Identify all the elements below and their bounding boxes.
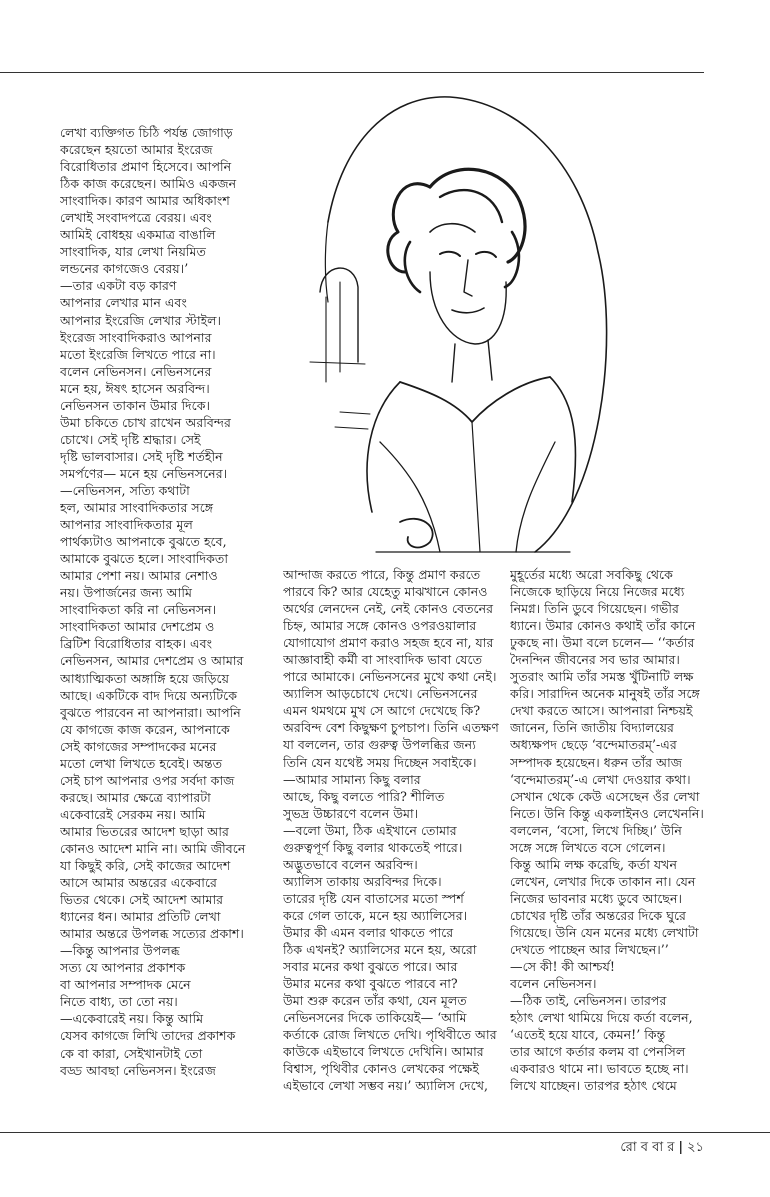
text-line: করেছেন হয়তো আমার ইংরেজ — [60, 142, 213, 158]
text-line: নেভিনসন, আমার দেশপ্রেম ও আমার — [60, 653, 244, 669]
text-line: গুরুত্বপূর্ণ কিছু বলার থাকতেই পারে। — [283, 839, 463, 855]
text-line: লেখা ব্যক্তিগত চিঠি পর্যন্ত জোগাড় — [60, 125, 233, 140]
text-line: যে কাগজে কাজ করেন, আপনাকে — [60, 721, 230, 737]
text-line: কিন্তু আমি লক্ষ করেছি, কর্তা যখন — [510, 856, 677, 872]
text-line: অ্যালিস তাকায় অরবিন্দর দিকে। — [283, 873, 442, 889]
text-line: দেখা করতে আসে। আপনারা নিশ্চয়ই — [510, 703, 693, 719]
text-line: সত্য যে আপনার প্রকাশক — [60, 960, 186, 976]
text-line: আধ্যাত্মিকতা অঙ্গাঙ্গি হয়ে জড়িয়ে — [60, 670, 230, 686]
text-line: তিনি যেন যথেষ্ট সময় দিচ্ছেন সবাইকে। — [283, 754, 477, 770]
text-line: পার্থক্যটাও আপনাকে বুঝতে হবে, — [60, 534, 227, 550]
text-line: দৃষ্টি ভালবাসার। সেই দৃষ্টি শর্তহীন — [60, 448, 223, 464]
text-line: এমন থমথমে মুখ সে আগে দেখেছে কি? — [283, 703, 481, 719]
text-line: ‘বন্দেমাতরম্’-এ লেখা দেওয়ার কথা। — [510, 771, 691, 787]
text-line: ইংরেজ সাংবাদিকরাও আপনার — [60, 329, 212, 345]
text-line: লিখে যাচ্ছেন। তারপর হঠাৎ থেমে — [510, 1078, 677, 1094]
text-line: বড্ড আবছা নেভিনসন। ইংরেজ — [60, 1062, 216, 1078]
text-line: ঠিক কাজ করেছেন। আমিও একজন — [60, 176, 237, 192]
text-line: লন্ডনের কাগজেও বেরয়।’ — [60, 261, 189, 277]
text-line: আন্দাজ করতে পারে, কিন্তু প্রমাণ করতে — [283, 567, 481, 582]
text-line: নিমগ্ন। তিনি ডুবে গিয়েছেন। গভীর — [510, 601, 679, 617]
text-line: অরবিন্দ বেশ কিছুক্ষণ চুপচাপ। তিনি এতক্ষণ — [283, 720, 499, 736]
text-line: অর্থের লেনদেন নেই, নেই কোনও বেতনের — [283, 601, 494, 617]
text-line: কর্তাকে রোজ লিখতে দেখি। পৃথিবীতে আর — [283, 1027, 497, 1043]
text-line: বিরোধিতার প্রমাণ হিসেবে। আপনি — [60, 159, 232, 175]
text-line: —সে কী! কী আশ্চর্য! — [510, 959, 615, 975]
text-line: আছে, কিছু বলতে পারি? শীলিত — [283, 788, 445, 804]
footer-separator: | — [678, 1140, 684, 1155]
text-line: যা বললেন, তার গুরুত্ব উপলব্ধির জন্য — [283, 737, 476, 753]
text-line: আমাকে বুঝতে হলে। সাংবাদিকতা — [60, 551, 229, 567]
text-line: আমিই বোধহয় একমাত্র বাঙালি — [60, 227, 216, 243]
text-line: একবারও থামে না। ভাবতে হচ্ছে না। — [510, 1061, 689, 1077]
text-line: ভিতর থেকে। সেই আদেশ আমার — [60, 892, 224, 908]
text-line: অদ্ভুতভাবে বলেন অরবিন্দ। — [283, 856, 418, 872]
text-line: বলেন নেভিনসন। — [510, 976, 597, 992]
text-line: নিজেকে ছাড়িয়ে নিয়ে নিজের মধ্যে — [510, 584, 685, 600]
text-line: লেখাই সংবাদপত্রে বেরয়। এবং — [60, 210, 212, 226]
text-line: আছে। একটিকে বাদ দিয়ে অন্যটিকে — [60, 687, 238, 703]
text-line: সঙ্গে সঙ্গে লিখতে বসে গেলেন। — [510, 839, 666, 855]
text-line: সাংবাদিকতা আমার দেশপ্রেম ও — [60, 619, 215, 635]
text-line: ধ্যানের ধন। আমার প্রতিটি লেখা — [60, 909, 221, 925]
text-line: বলেন নেভিনসন। নেভিনসনের — [60, 363, 212, 379]
page-number: ২১ — [687, 1140, 704, 1155]
text-line: নেভিনসন তাকান উমার দিকে। — [60, 397, 211, 413]
text-line: তার আগে কর্তার কলম বা পেনসিল — [510, 1044, 686, 1060]
text-line: বুঝতে পারবেন না আপনারা। আপনি — [60, 704, 241, 720]
text-line: যেসব কাগজে লিখি তাদের প্রকাশক — [60, 1028, 236, 1044]
text-line: সাংবাদিক, যার লেখা নিয়মিত — [60, 244, 206, 260]
text-line: বললেন, ‘বসো, লিখে দিচ্ছি।’ উনি — [510, 822, 682, 838]
text-line: আমার ভিতরের আদেশ ছাড়া আর — [60, 823, 229, 839]
text-line: অধ্যক্ষপদ ছেড়ে ‘বন্দেমাতরম্’-এর — [510, 737, 677, 753]
text-line: যা কিছুই করি, সেই কাজের আদেশ — [60, 858, 231, 874]
text-line: —একেবারেই নয়। কিন্তু আমি — [60, 1011, 204, 1027]
text-line: সুভদ্র উচ্চারণে বলেন উমা। — [283, 805, 419, 821]
top-rule — [0, 72, 704, 73]
text-line: এইভাবে লেখা সম্ভব নয়।’ অ্যালিস দেখে, — [283, 1078, 488, 1094]
text-line: লেখেন, লেখার দিকে তাকান না। যেন — [510, 873, 696, 889]
text-line: দেখতে পাচ্ছেন আর লিখছেন।’’ — [510, 942, 669, 958]
text-line: উমার মনের কথা বুঝতে পারবে না? — [283, 976, 458, 992]
text-line: ঠিক এখনই? অ্যালিসের মনে হয়, অরো — [283, 942, 477, 958]
text-line: হঠাৎ লেখা থামিয়ে দিয়ে কর্তা বলেন, — [510, 1010, 693, 1026]
text-line: ‘এতেই হয়ে যাবে, কেমন!’ কিন্তু — [510, 1027, 666, 1043]
text-line: নয়। উপার্জনের জন্য আমি — [60, 585, 192, 601]
text-line: গিয়েছে। উনি যেন মনের মধ্যে লেখাটা — [510, 924, 699, 940]
text-column-2 — [283, 566, 503, 1094]
text-line: উমা চকিতে চোখ রাখেন অরবিন্দর — [60, 414, 231, 430]
text-line: ব্রিটিশ বিরোধিতার বাহক। এবং — [60, 636, 213, 652]
text-line: নিজের ভাবনার মধ্যে ডুবে আছেন। — [510, 890, 683, 906]
text-line: দৈনন্দিন জীবনের সব ভার আমার। — [510, 652, 680, 668]
text-line: নিতে বাধ্য, তা তো নয়। — [60, 994, 178, 1010]
text-line: চোখের দৃষ্টি তাঁর অন্তরের দিকে ঘুরে — [510, 907, 686, 923]
text-line: উমার কী এমন বলার থাকতে পারে — [283, 924, 454, 940]
text-line: চোখে। সেই দৃষ্টি শ্রদ্ধার। সেই — [60, 431, 201, 447]
text-line: জানেন, তিনি জাতীয় বিদ্যালয়ের — [510, 720, 674, 736]
text-line: একেবারেই সেরকম নয়। আমি — [60, 806, 206, 822]
text-line: তারের দৃষ্টি যেন বাতাসের মতো স্পর্শ — [283, 890, 464, 906]
text-line: সেই কাগজের সম্পাদকের মনের — [60, 738, 217, 754]
text-line: নিতে। উনি কিন্তু একলাইনও লেখেননি। — [510, 805, 704, 821]
text-line: সবার মনের কথা বুঝতে পারে। আর — [283, 959, 458, 975]
text-line: যোগাযোগ প্রমাণ করাও সহজ হবে না, যার — [283, 635, 494, 651]
text-line: করছে। আমার ক্ষেত্রে ব্যাপারটা — [60, 789, 211, 805]
text-column-3 — [510, 566, 722, 1094]
bottom-rule — [0, 1132, 770, 1133]
text-line: আমার অন্তরে উপলব্ধ সত্যের প্রকাশ। — [60, 926, 244, 942]
text-line: আপনার সাংবাদিকতার মূল — [60, 517, 193, 533]
text-line: মুহূর্তের মধ্যে অরো সবকিছু থেকে — [510, 567, 673, 582]
text-line: —আমার সামান্য কিছু বলার — [283, 771, 421, 787]
text-line: আজ্ঞাবাহী কর্মী বা সাংবাদিক ভাবা যেতে — [283, 652, 483, 668]
text-line: সুতরাং আমি তাঁর সমস্ত খুঁটিনাটি লক্ষ — [510, 669, 694, 685]
text-line: অ্যালিস আড়চোখে দেখে। নেভিনসনের — [283, 686, 478, 702]
text-line: বিশ্বাস, পৃথিবীর কোনও লেখকের পক্ষেই — [283, 1061, 479, 1077]
text-line: পারে আমাকে। নেভিনসনের মুখে কথা নেই। — [283, 669, 497, 685]
text-line: সম্পাদক হয়েছেন। ধরুন তাঁর আজ — [510, 754, 683, 770]
text-line: সেই চাপ আপনার ওপর সর্বদা কাজ — [60, 772, 235, 788]
text-line: —কিন্তু আপনার উপলব্ধ — [60, 943, 180, 959]
text-line: আমার পেশা নয়। আমার নেশাও — [60, 568, 218, 584]
text-line: কাউকে এইভাবে লিখতে দেখিনি। আমার — [283, 1044, 484, 1060]
text-line: সাংবাদিক। কারণ আমার অধিকাংশ — [60, 193, 230, 209]
text-line: —তার একটা বড় কারণ — [60, 278, 177, 294]
text-line: ঢুকছে না। উমা বলে চলেন— ‘‘কর্তার — [510, 635, 695, 651]
text-line: আপনার লেখার মান এবং — [60, 295, 187, 311]
text-line: —বলো উমা, ঠিক এইখানে তোমার — [283, 822, 457, 838]
text-line: সাংবাদিকতা করি না নেভিনসন। — [60, 602, 217, 618]
text-line: কে বা কারা, সেইখানটাই তো — [60, 1045, 203, 1061]
text-line: করে গেল তাকে, মনে হয় অ্যালিসের। — [283, 907, 468, 923]
text-line: সমর্পণের— মনে হয় নেভিনসনের। — [60, 465, 228, 481]
text-line: মতো লেখা লিখতে হবেই। অন্তত — [60, 755, 223, 771]
text-line: করি। সারাদিন অনেক মানুষই তাঁর সঙ্গে — [510, 686, 700, 702]
author-sketch-illustration — [280, 82, 610, 567]
text-line: মনে হয়, ঈষৎ হাসেন অরবিন্দ। — [60, 380, 210, 396]
text-line: পারবে কি? আর যেহেতু মাঝখানে কোনও — [283, 584, 488, 600]
text-line: হল, আমার সাংবাদিকতার সঙ্গে — [60, 500, 214, 516]
section-name: রো ব বা র — [620, 1140, 675, 1155]
text-line: সেখান থেকে কেউ এসেছেন ওঁর লেখা — [510, 788, 700, 804]
text-line: উমা শুরু করেন তাঁর কথা, যেন মূলত — [283, 993, 467, 1009]
text-line: বা আপনার সম্পাদক মেনে — [60, 977, 191, 993]
text-line: —নেভিনসন, সত্যি কথাটা — [60, 482, 190, 498]
text-line: ধ্যানে। উমার কোনও কথাই তাঁর কানে — [510, 618, 696, 634]
text-line: আপনার ইংরেজি লেখার স্টাইল। — [60, 312, 222, 328]
text-line: মতো ইংরেজি লিখতে পারে না। — [60, 346, 216, 362]
text-column-1 — [60, 124, 272, 1079]
page-footer — [620, 1138, 704, 1159]
text-line: আসে আমার অন্তরের একেবারে — [60, 875, 217, 891]
text-line: চিহ্ন, আমার সঙ্গে কোনও ওপরওয়ালার — [283, 618, 477, 634]
text-line: —ঠিক তাই, নেভিনসন। তারপর — [510, 993, 667, 1009]
text-line: নেভিনসনের দিকে তাকিয়েই— ‘আমি — [283, 1010, 467, 1026]
text-line: কোনও আদেশ মানি না। আমি জীবনে — [60, 840, 246, 856]
